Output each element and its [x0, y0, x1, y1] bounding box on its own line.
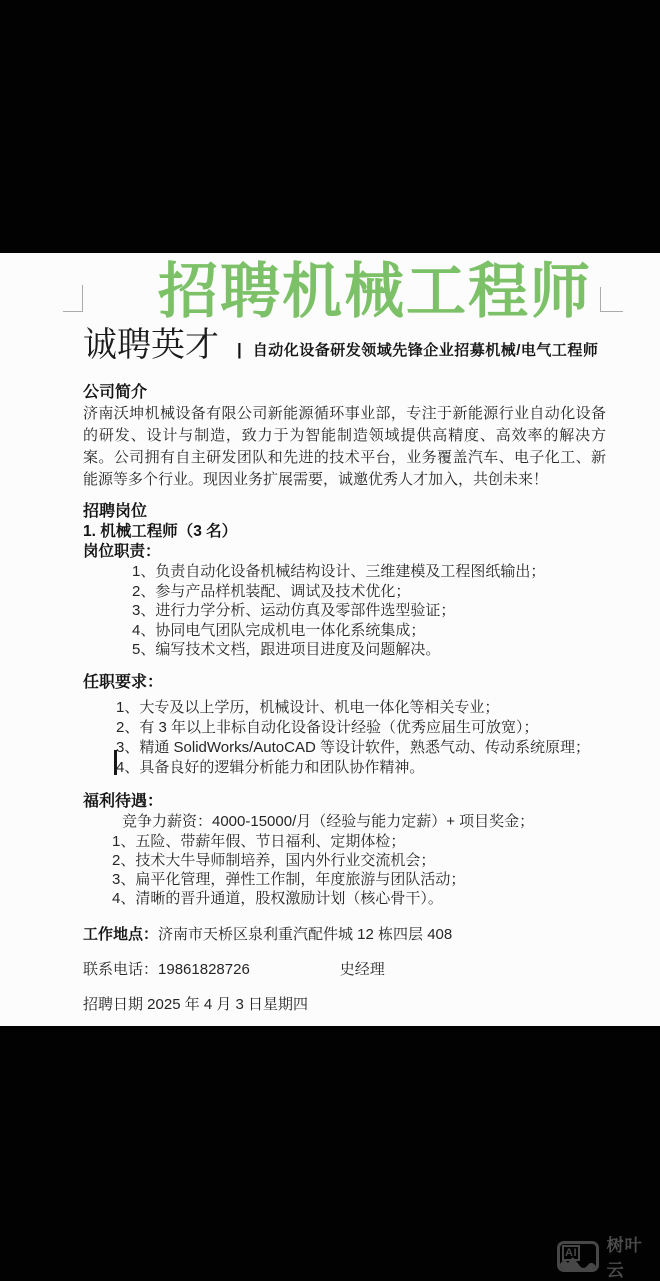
contact-phone-label: 联系电话：: [83, 960, 159, 978]
work-location-value: 济南市天桥区泉利重汽配件城 12 栋四层 408: [158, 925, 453, 943]
contact-person: 史经理: [339, 960, 385, 978]
job-posting-document: [0, 253, 660, 1026]
list-item: 4、清晰的晋升通道，股权激励计划（核心骨干）。: [112, 889, 443, 907]
subtitle-divider: |: [237, 340, 242, 359]
subtitle-row: [83, 327, 606, 364]
list-item: 2、参与产品样机装配、调试及技术优化；: [132, 582, 411, 600]
recruit-date-row: 招聘日期 2025 年 4 月 3 日星期四: [83, 995, 309, 1013]
list-item: 3、扁平化管理，弹性工作制，年度旅游与团队活动；: [112, 870, 466, 888]
list-item: 4、协同电气团队完成机电一体化系统集成；: [132, 621, 426, 639]
responsibilities-heading: 岗位职责：: [83, 543, 161, 560]
contact-phone-row: [83, 960, 606, 980]
page-margin-mark-left: [63, 285, 83, 312]
picture-ai-icon: [557, 1241, 599, 1272]
text-cursor: [114, 750, 117, 775]
document-body: [0, 327, 660, 1015]
subtitle-main: 诚聘英才: [83, 327, 219, 364]
company-intro-heading: 公司简介: [83, 384, 148, 401]
requirements-heading: 任职要求：: [83, 673, 164, 691]
work-location-row: [83, 925, 606, 945]
positions-heading: 招聘岗位: [83, 503, 148, 520]
responsibilities-list: [83, 562, 606, 660]
subtitle-tagline: 自动化设备研发领域先锋企业招募机械/电气工程师: [252, 342, 599, 359]
banner-title: 招聘机械工程师: [158, 258, 592, 325]
job-title: 1. 机械工程师（3 名）: [83, 523, 238, 540]
contact-phone-value: 19861828726: [158, 960, 250, 978]
page-margin-mark-right: [600, 287, 623, 312]
list-item: 1、大专及以上学历，机械设计、机电一体化等相关专业；: [116, 698, 500, 716]
list-item: 3、精通 SolidWorks/AutoCAD 等设计软件，熟悉气动、传动系统原理；: [116, 738, 590, 756]
salary-line: 竞争力薪资：4000-15000/月（经验与能力定薪）+ 项目奖金；: [122, 812, 535, 830]
list-item: 5、编写技术文档，跟进项目进度及问题解决。: [132, 641, 441, 658]
benefits-list: [83, 832, 606, 908]
ai-label: AI: [562, 1245, 580, 1261]
mountains-icon: [560, 1254, 596, 1270]
list-item: 1、五险、带薪年假、节日福利、定期体检；: [112, 832, 406, 850]
list-item: 1、负责自动化设备机械结构设计、三维建模及工程图纸输出；: [132, 563, 546, 580]
list-item: 2、有 3 年以上非标自动化设备设计经验（优秀应届生可放宽）；: [116, 718, 539, 736]
list-item: 4、具备良好的逻辑分析能力和团队协作精神。: [116, 758, 425, 776]
watermark-brand: 树叶云: [606, 1236, 643, 1280]
watermark: [557, 1231, 660, 1281]
benefits-heading: 福利待遇：: [83, 792, 164, 810]
company-intro-text: 济南沃坤机械设备有限公司新能源循环事业部，专注于新能源行业自动化设备的研发、设计与制造，致力于为智能制造领域提供高精度、高效率的解决方案。公司拥有自主研发团队和先进的技术平台，业务覆盖汽车、电子化工、新能源等多个行业。现因业务扩展需要，诚邀优秀人才加入，共创未来！: [83, 405, 606, 488]
list-item: 2、技术大牛导师制培养，国内外行业交流机会；: [112, 851, 436, 869]
list-item: 3、进行力学分析、运动仿真及零部件选型验证；: [132, 602, 456, 619]
requirements-list: [83, 698, 606, 778]
work-location-label: 工作地点：: [83, 925, 159, 943]
